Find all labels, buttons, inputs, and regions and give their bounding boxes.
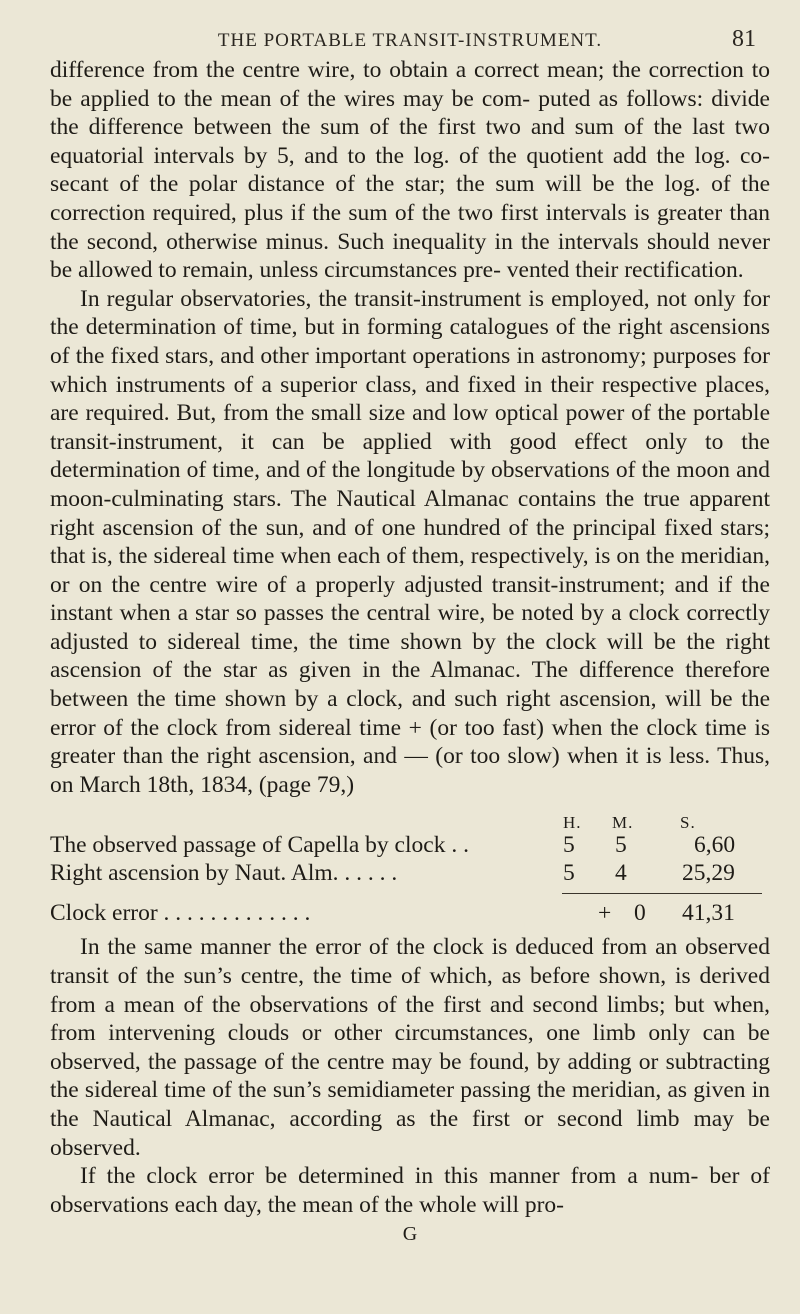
table-row-observed (50, 831, 770, 859)
row-hours: 5 (563, 832, 575, 859)
row-seconds: 41,31 (682, 900, 735, 927)
row-label: The observed passage of Capella by clock . . (50, 832, 469, 859)
header-seconds: S. (680, 813, 696, 833)
row-label: Clock error . . . . . . . . . . . . . (50, 900, 311, 927)
paragraph-4: If the clock error be determined in this manner from a num- ber of observations each day, the mean of the whole will pro- (50, 1163, 770, 1218)
page-number: 81 (732, 26, 756, 52)
body-text (50, 56, 770, 799)
table-header (50, 809, 770, 831)
signature-mark: G (402, 1223, 418, 1246)
clock-error-table (50, 809, 770, 927)
paragraph-2: In regular observatories, the transit-instrument is employed, not only for the determination of time, but in forming catalogues of the right ascensions of the fixed stars, and other important operations in astronomy; purposes for which instruments of a superior class, and fixed in their respective places, are required. But, from the small size and low optical power of the portable transit-instrument, it can be applied with good effect only to the determination of time, and of the longitude by observations of the moon and moon-culminating stars. The Nautical Almanac contains the true apparent right ascension of the sun, and of one hundred of the principal fixed stars; that is, the sidereal time when each of them, respectively, is on the meridian, or on the centre wire of a properly adjusted transit-instrument; and if the instant when a star so passes the central wire, be noted by a clock correctly adjusted to sidereal time, the time shown by the clock will be the right ascension of the star as given in the Almanac. The difference therefore between the time shown by a clock, and such right ascension, will be the error of the clock from sidereal time + (or too fast) when the clock time is greater than the right ascension, and — (or too slow) when it is less. Thus, on March 18th, 1834, (page 79,) (50, 285, 770, 798)
table-row-right-ascension (50, 859, 770, 887)
body-text-continued (50, 933, 770, 1219)
running-head (50, 0, 770, 56)
row-minutes: 4 (615, 860, 627, 887)
header-minutes: M. (612, 813, 634, 833)
paragraph-3: In the same manner the error of the clock is deduced from an observed transit of the sun’s centre, the time of which, as before shown, is derived from a mean of the observations of the first and second limbs; but when, from intervening clouds or other circumstances, one limb only can be observed, the passage of the centre may be found, by adding or subtracting the sidereal time of the sun’s semidiameter passing the meridian, as given in the Nautical Almanac, according as the first or second limb may be observed. (50, 934, 770, 1161)
row-hours: 5 (563, 860, 575, 887)
row-minutes: 5 (615, 832, 627, 859)
row-sign: + (598, 900, 612, 927)
sum-rule (50, 887, 770, 899)
row-hours: 0 (634, 900, 646, 927)
row-seconds: 25,29 (682, 860, 735, 887)
row-seconds: 6,60 (694, 832, 736, 859)
paragraph-1: difference from the centre wire, to obtain a correct mean; the correction to be applied to the mean of the wires may be com- puted as follows: divide the difference between the sum of the first two and sum of the last two equatorial intervals by 5, and to the log. of the quotient add the log. co-secant of the polar distance of the star; the sum will be the log. of the correction required, plus if the sum of the two first intervals is greater than the second, otherwise minus. Such inequality in the intervals should never be allowed to remain, unless circumstances pre- vented their rectification. (50, 57, 770, 284)
table-row-clock-error (50, 899, 770, 927)
header-hours: H. (563, 813, 582, 833)
row-label: Right ascension by Naut. Alm. . . . . . (50, 860, 398, 887)
running-title: THE PORTABLE TRANSIT-INSTRUMENT. (217, 30, 603, 51)
